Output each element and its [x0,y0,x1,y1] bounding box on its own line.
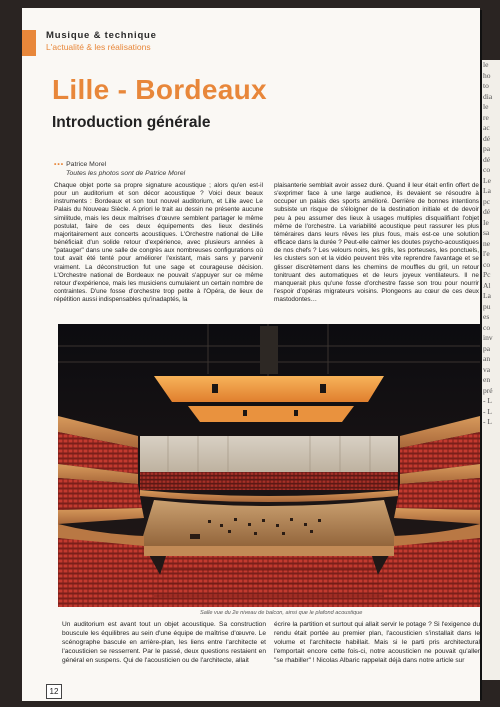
facing-page-line: pc [483,196,491,206]
facing-page-line: pa [483,144,491,153]
facing-page-line: va [483,364,491,374]
body-column-1: Chaque objet porte sa propre signature acoustique ; alors qu'en est-il pour un auditorium et son décor acoustique ? Voici deux beaux instruments : Bordeaux et son tout nouvel auditorium, et Lille avec Le Palais du Nouveau Siècle. A priori le trait au dessin ne présente aucune similitude, mais les deux maîtrises d'œuvre semblent partager le même postulat, faire de ces deux équipements des lieux destinés majoritairement aux concerts acoustiques. L'Orchestre national de Lille bénéficiait d'un solide retour d'expérience, avec plusieurs années à "patauger" dans une salle de congrès aux nombreuses configurations où tout avait été tenté pour améliorer l'existant, mais sans y parvenir vraiment. La déconstruction fut une sage et courageuse décision. L'Orchestre national de Bordeaux ne pouvait s'appuyer sur ce même retour d'expérience, mais les musiciens cumulaient un certain nombre de contraintes. D'une fosse d'orchestre trop petite à l'Opéra, de lieux de répétition aussi indispensables qu'inadaptés, la [54,182,263,304]
magazine-page [22,8,480,701]
facing-page-line: dé [483,133,491,143]
facing-page-line: to [483,81,489,90]
facing-page-line: La [483,186,491,195]
facing-page-line: - L [483,417,492,426]
auditorium-photo [58,324,480,607]
rubric-subtitle: L'actualité & les réalisations [46,42,151,52]
photo-credit: Toutes les photos sont de Patrice Morel [66,170,186,177]
byline [54,160,185,178]
section-rubric [46,30,157,52]
article-subtitle: Introduction générale [52,114,211,131]
ceiling-reflector-lower [188,406,354,422]
body-column-4: écrire la partition et surtout qui allait servir le potage ? Si l'exigence du rendu était portée au premier plan, l'acousticien s'installait dans le volume et l'architecte habillait. Mais si le parti pris architectural l'emportait encore cette fois-ci, notre acousticien ne pouvait qu'aller "se rhabiller" ! Nicolas Albaric rappelait déjà dans notre article sur [274,621,480,664]
author-name: Patrice Morel [66,161,107,168]
facing-page-line: inv [483,333,493,342]
ceiling-reflector-upper [154,376,384,402]
photo-caption: Salle vue du 2e niveau de balcon, ainsi que le plafond acoustique [200,610,363,616]
facing-page-line: pu [483,301,491,311]
facing-page-line: ac [483,123,490,132]
facing-page-line: dé [483,207,491,216]
stalls-center [150,556,388,607]
facing-page-line: pré [483,385,493,395]
facing-page-line: le [483,60,489,69]
byline-marker: ••• [54,161,65,168]
facing-page-line: - L [483,406,492,416]
rubric-title: Musique & technique [46,30,157,41]
facing-page-line: dia [483,91,493,101]
facing-page-line: ho [483,70,491,80]
body-column-2: plaisanterie semblait avoir assez duré. Quand il leur était enfin offert de s'exprimer face à une large audience, ils devaient se résoudre à occuper un palais des sports amélioré. Derrière de bonnes intentions subsiste un risque de s'éloigner de la destination initiale et de devoir peu à peu assumer des lieux à usages multiples disqualifiant l'objet même de l'orchestre. La variabilité acoustique peut rassurer les plus téméraires dans leurs rêves les plus fous, mais est-ce une solution efficace dans la durée ? Peut-elle calmer les doutes psycho-acoustiques de nos chefs ? Les velours noirs, les grils, les porteuses, les ponctuels, les clusters son et la vidéo peuvent très vite reprendre l'avantage et se glisser discrètement dans les chemins de mouffles du gril, un retour tonitruant des automatiques et de leurs joyeux ventilateurs. Il ne manquerait plus qu'une fosse d'orchestre fasse son trou pour nourrir l'espoir d'opéras migrateurs voisins. Plongeons au cœur de ces deux mastodontes… [274,182,479,304]
facing-page-line: dé [483,154,491,164]
facing-page-line: Le [483,175,491,185]
facing-page-line: an [483,354,491,363]
stage-platform [140,500,398,551]
facing-page-line: Pc [483,270,491,279]
facing-page-line: Al [483,280,491,290]
facing-page-edge [482,60,500,680]
facing-page-line: re [483,112,489,122]
facing-page-line: Ie [483,217,489,227]
facing-page-line: ne [483,238,491,248]
facing-page-line: es [483,312,490,321]
facing-page-line: co [483,165,491,174]
section-color-tab [22,30,36,56]
facing-page-line: La [483,291,491,300]
facing-page-line: le [483,102,489,111]
body-column-3: Un auditorium est avant tout un objet acoustique. Sa construction bouscule les équilibres au sein d'une équipe de maîtrise d'œuvre. Le scénographe bascule en arrière-plan, les liens entre l'architecte et l'acousticien se resserrent. Par le passé, deux questions restaient en général en suspens. Qui de l'acousticien ou de l'architecte, allait [62,621,266,664]
facing-page-line: - L [483,396,492,405]
facing-page-line: co [483,322,491,332]
facing-page-line: pa [483,343,491,353]
facing-page-line: sa [483,228,490,237]
facing-page-line: l'e [483,249,490,258]
article-title: Lille - Bordeaux [52,74,267,105]
facing-page-line: en [483,375,491,384]
facing-page-line: co [483,259,491,269]
page-number: 12 [46,684,62,699]
